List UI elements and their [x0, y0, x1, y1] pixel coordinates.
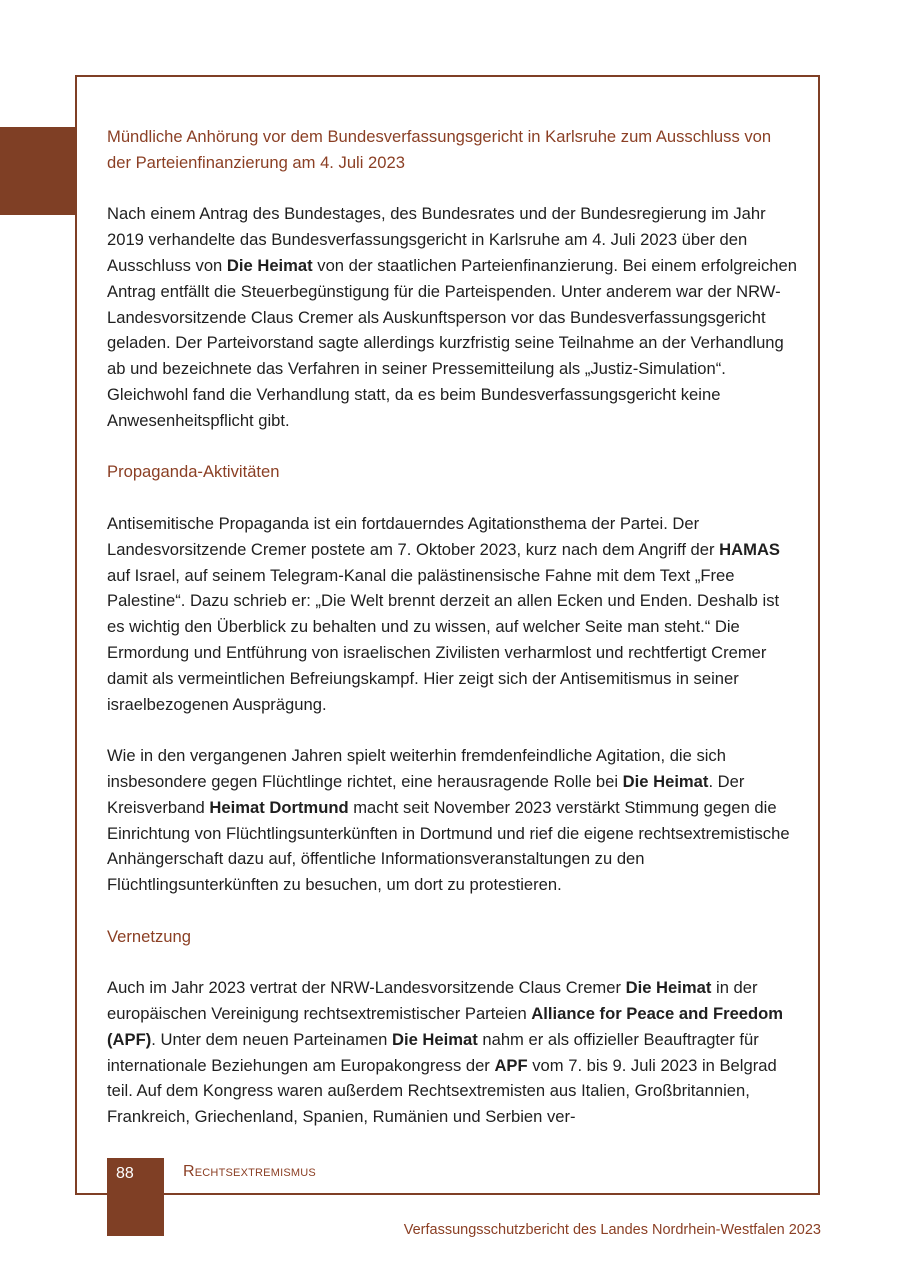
section-heading-networking: Vernetzung — [107, 926, 191, 946]
page-number: 88 — [107, 1158, 164, 1236]
main-content — [107, 124, 797, 1156]
text-run: nahm er als offizieller Beauftragter für internationale Beziehungen am Europakongress der — [107, 1029, 759, 1075]
bold-party-name: Die Heimat — [625, 978, 712, 998]
bold-party-name: Die Heimat — [226, 255, 313, 275]
paragraph-hearing — [107, 201, 797, 433]
running-section-label: Rechtsextremismus — [183, 1163, 316, 1180]
bold-apf-full: Alliance for Peace and Freedom (APF) — [107, 1004, 784, 1049]
paragraph-antisemitism — [107, 511, 797, 717]
bold-apf: APF — [494, 1055, 528, 1075]
text-run: . Der Kreisverband — [107, 771, 745, 817]
report-title: Verfassungsschutzbericht des Landes Nordrhein-Westfalen 2023 — [403, 1222, 821, 1238]
side-accent-block — [0, 127, 75, 215]
text-run: Nach einem Antrag des Bundestages, des Bundesrates und der Bundesregierung im Jahr 2019 verhandelte das Bundesverfassungsgericht in Karlsruhe am 4. Juli 2023 über den Ausschluss von — [107, 204, 766, 275]
section-heading-hearing: Mündliche Anhörung vor dem Bundesverfassungsgericht in Karlsruhe zum Ausschluss von der Parteienfinanzierung am 4. Juli 2023 — [107, 127, 772, 172]
paragraph-networking — [107, 975, 797, 1130]
text-run: Antisemitische Propaganda ist ein fortdauerndes Agitationsthema der Partei. Der Landesvorsitzende Cremer postete am 7. Oktober 2023, kurz nach dem Angriff der — [107, 513, 720, 559]
text-run: Wie in den vergangenen Jahren spielt weiterhin fremdenfeindliche Agitation, die sich insbesondere gegen Flüchtlinge richtet, eine herausragende Rolle bei — [107, 746, 726, 791]
text-run: Auch im Jahr 2023 vertrat der NRW-Landesvorsitzende Claus Cremer — [107, 978, 626, 998]
paragraph-xenophobia — [107, 743, 797, 898]
bold-party-name: Die Heimat — [392, 1029, 478, 1049]
text-run: in der europäischen Vereinigung rechtsextremistischer Parteien — [107, 978, 758, 1024]
section-heading-propaganda: Propaganda-Aktivitäten — [107, 462, 280, 482]
bold-heimat-dortmund: Heimat Dortmund — [209, 797, 349, 817]
text-run: von der staatlichen Parteienfinanzierung. Bei einem erfolgreichen Antrag entfällt die Steuerbegünstigung für die Parteispenden. Unter anderem war der NRW-Landesvorsitzende Claus Cremer als Auskunftsperson vor das Bundesverfassungsgericht geladen. Der Parteivorstand sagte allerdings kurzfristig seine Teilnahme an der Verhandlung ab und bezeichnete das Verfahren in seiner Pressemitteilung als „Justiz-Simulation“. Gleichwohl fand die Verhandlung statt, da es beim Bundesverfassungsgericht keine Anwesenheitspflicht gibt. — [107, 255, 797, 430]
bold-hamas: HAMAS — [719, 539, 780, 559]
text-run: . Unter dem neuen Parteinamen — [151, 1029, 392, 1049]
text-run: auf Israel, auf seinem Telegram-Kanal die palästinensische Fahne mit dem Text „Free Palestine“. Dazu schrieb er: „Die Welt brennt derzeit an allen Ecken und Enden. Deshalb ist es wichtig den Überblick zu behalten und zu wissen, auf welcher Seite man steht.“ Die Ermordung und Entführung von israelischen Zivilisten verharmlost und rechtfertigt Cremer damit als vermeintlichen Befreiungskampf. Hier zeigt sich der Antisemitismus in seiner israelbezogenen Ausprägung. — [107, 565, 780, 714]
bold-party-name: Die Heimat — [622, 771, 709, 791]
text-run: vom 7. bis 9. Juli 2023 in Belgrad teil. Auf dem Kongress waren außerdem Rechtsextremisten aus Italien, Großbritannien, Frankreich, Griechenland, Spanien, Rumänien und Serbien ver- — [107, 1055, 777, 1127]
text-run: macht seit November 2023 verstärkt Stimmung gegen die Einrichtung von Flüchtlingsunterkünften in Dortmund und rief die eigene rechtsextremistische Anhängerschaft dazu auf, öffentliche Informationsveranstaltungen zu den Flüchtlingsunterkünften zu besuchen, um dort zu protestieren. — [107, 797, 790, 895]
